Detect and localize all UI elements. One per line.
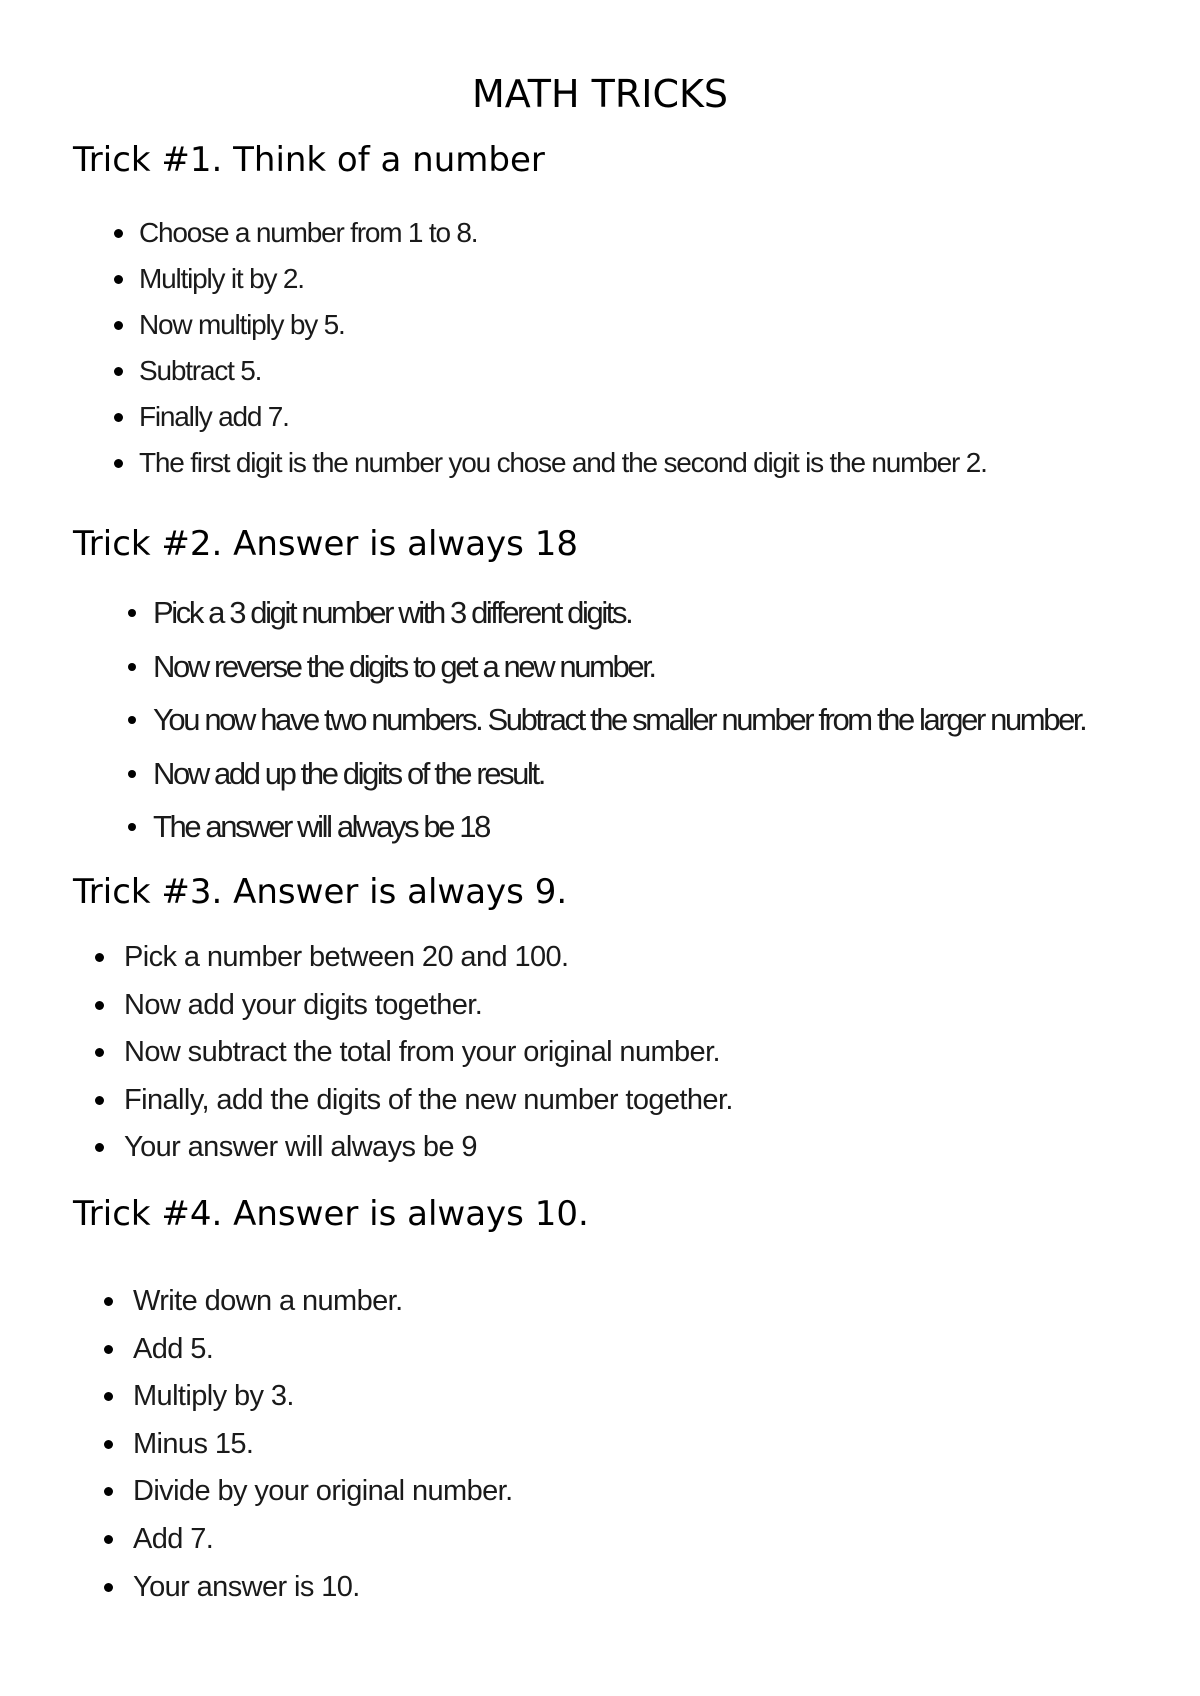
trick-4-steps [133,1285,513,1618]
list-item: Now subtract the total from your original number. [124,1036,733,1084]
list-item: Now reverse the digits to get a new number. [153,650,1085,704]
list-item: Your answer will always be 9 [124,1131,733,1179]
list-item: Add 7. [133,1523,513,1571]
list-item: Multiply by 3. [133,1380,513,1428]
list-item: Finally, add the digits of the new number together. [124,1084,733,1132]
list-item: Pick a 3 digit number with 3 different digits. [153,596,1085,650]
trick-1-steps [139,218,987,494]
list-item: Write down a number. [133,1285,513,1333]
list-item: Now multiply by 5. [139,310,987,356]
trick-4-heading: Trick #4. Answer is always 10. [73,1194,589,1234]
trick-2-steps [153,596,1085,864]
list-item: Your answer is 10. [133,1571,513,1619]
list-item: Choose a number from 1 to 8. [139,218,987,264]
list-item: Subtract 5. [139,356,987,402]
list-item: You now have two numbers. Subtract the smaller number from the larger number. [153,703,1085,757]
trick-3-steps [124,941,733,1179]
list-item: Finally add 7. [139,402,987,448]
trick-1-heading: Trick #1. Think of a number [73,140,545,180]
list-item: Now add up the digits of the result. [153,757,1085,811]
list-item: Add 5. [133,1333,513,1381]
list-item: The answer will always be 18 [153,810,1085,864]
list-item: Pick a number between 20 and 100. [124,941,733,989]
list-item: Divide by your original number. [133,1475,513,1523]
trick-2-heading: Trick #2. Answer is always 18 [73,524,578,564]
list-item: Now add your digits together. [124,989,733,1037]
document-title: MATH TRICKS [471,72,729,116]
list-item: Minus 15. [133,1428,513,1476]
trick-3-heading: Trick #3. Answer is always 9. [73,872,568,912]
list-item: The first digit is the number you chose and the second digit is the number 2. [139,448,987,494]
list-item: Multiply it by 2. [139,264,987,310]
